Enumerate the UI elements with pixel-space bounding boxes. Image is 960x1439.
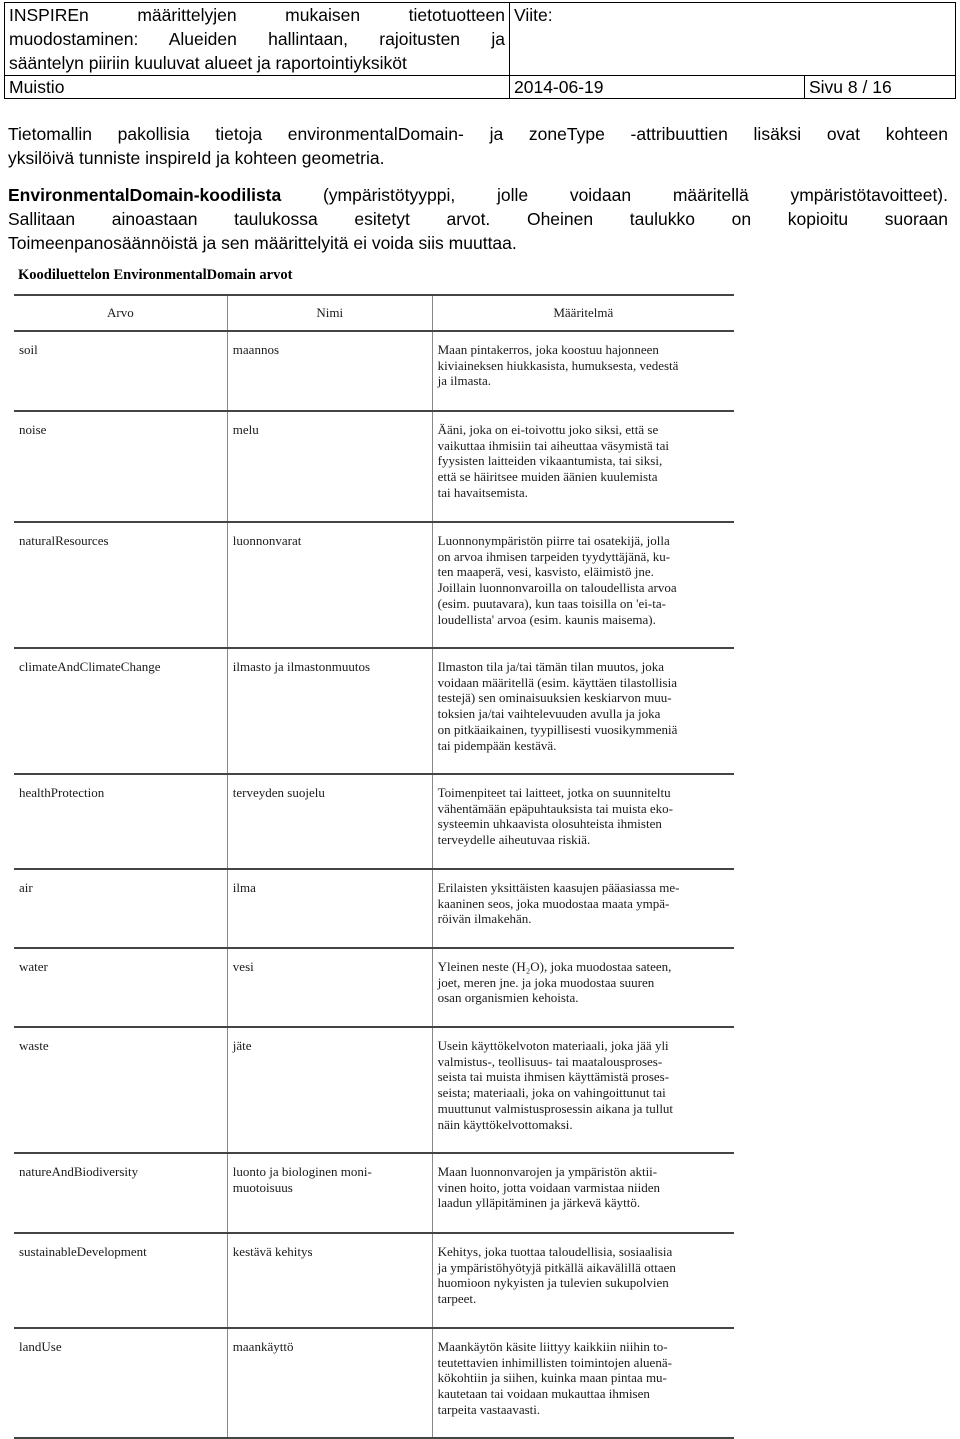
- definition-line: joet, meren jne. ja joka muodostaa suuren: [437, 974, 655, 990]
- cell-nimi: melu: [227, 411, 432, 522]
- table-row: [14, 331, 734, 411]
- definition-line: loudellista' arvoa (esim. kaunis maisema).: [437, 611, 656, 627]
- cell-nimi: maannos: [227, 331, 432, 411]
- column-header-maaritelma: Määritelmä: [432, 295, 734, 331]
- definition-line: Ääni, joka on ei-toivottu joko siksi, että se: [437, 422, 659, 437]
- definition-line: teutettavien inhimillisten toimintojen aluenä-: [437, 1354, 672, 1370]
- cell-maaritelma: [432, 869, 734, 948]
- cell-nimi: ilmasto ja ilmastonmuutos: [227, 648, 432, 774]
- definition-line: Maan luonnonvarojen ja ympäristön aktii-: [437, 1164, 658, 1179]
- definition-line: vähentämään epäpuhtauksista tai muista eko-: [437, 800, 673, 816]
- definition-line: ja ympäristöhyötyjä pitkällä aikavälillä ottaen: [437, 1259, 676, 1275]
- cell-arvo: sustainableDevelopment: [14, 1233, 227, 1328]
- paragraph-line: yksilöivä tunniste inspireId ja kohteen geometria.: [8, 148, 385, 168]
- definition-line: vinen hoito, jotta voidaan varmistaa niiden: [437, 1179, 661, 1195]
- definition-line: Toimenpiteet tai laitteet, jotka on suunniteltu: [437, 785, 671, 800]
- table-row: [14, 522, 734, 648]
- codelist-desc: (ympäristötyyppi, jolle voidaan määritellä ympäristötavoitteet).: [281, 185, 948, 205]
- table-body: [14, 331, 734, 1438]
- definition-line: tarpeita vastaavasti.: [437, 1401, 541, 1417]
- definition-line: ja ilmasta.: [437, 373, 492, 389]
- definition-line: Maankäytön käsite liittyy kaikkiin niihin to-: [437, 1339, 668, 1354]
- definition-line: Maan pintakerros, joka koostuu hajonneen: [437, 342, 659, 357]
- definition-line: huomioon nykyisten ja tulevien sukupolvien: [437, 1275, 669, 1291]
- cell-arvo: water: [14, 948, 227, 1027]
- definition-line: on arvoa ihmisen tarpeiden tyydyttäjänä, ku-: [437, 548, 671, 564]
- definition-line: Joillain luonnonvaroilla on taloudellista arvoa: [437, 580, 677, 596]
- cell-maaritelma: [432, 1153, 734, 1233]
- cell-maaritelma: [432, 648, 734, 774]
- table-row: [14, 774, 734, 869]
- cell-arvo: waste: [14, 1027, 227, 1153]
- paragraph-line: [8, 183, 948, 207]
- cell-arvo: naturalResources: [14, 522, 227, 648]
- document-title: [5, 3, 510, 76]
- definition-line: että se häiritsee muiden äänien kuulemista: [437, 469, 658, 485]
- page-number: Sivu 8 / 16: [805, 76, 956, 99]
- cell-maaritelma: [432, 1328, 734, 1438]
- definition-line: fyysisten laitteiden vikaantumista, tai siksi,: [437, 453, 663, 469]
- cell-arvo: healthProtection: [14, 774, 227, 869]
- cell-maaritelma: [432, 1027, 734, 1153]
- title-line: sääntelyn piiriin kuuluvat alueet ja raportointiyksiköt: [9, 53, 407, 73]
- definition-line: terveydelle aiheutuvaa riskiä.: [437, 832, 591, 848]
- definition-line: on pitkäaikainen, tyypillisesti vuosikymmeniä: [437, 721, 678, 737]
- cell-maaritelma: [432, 948, 734, 1027]
- cell-nimi: ilma: [227, 869, 432, 948]
- paragraph-1: [8, 122, 948, 170]
- definition-line: voidaan määritellä (esim. käyttäen tilastollisia: [437, 674, 677, 690]
- cell-arvo: noise: [14, 411, 227, 522]
- paragraph-line: Tietomallin pakollisia tietoja environmentalDomain- ja zoneType -attribuuttien lisäksi ovat kohteen: [8, 124, 948, 144]
- table-row: [14, 948, 734, 1027]
- definition-line: näin käyttökelvottomaksi.: [437, 1116, 573, 1132]
- definition-line: seista tai muista ihmisen käyttämistä proses-: [437, 1069, 670, 1085]
- cell-nimi: jäte: [227, 1027, 432, 1153]
- definition-line: seista; materiaali, joka on vahingoittunut tai: [437, 1085, 666, 1101]
- cell-nimi: vesi: [227, 948, 432, 1027]
- definition-line: kiviaineksen hiukkasista, humuksesta, vedestä: [437, 357, 679, 373]
- doc-date: 2014-06-19: [510, 76, 805, 99]
- cell-maaritelma: [432, 1233, 734, 1328]
- definition-line: kautetaan tai voidaan mukauttaa ihmisen: [437, 1386, 650, 1402]
- column-header-arvo: Arvo: [14, 295, 227, 331]
- definition-line: tai pidempään kestävä.: [437, 737, 557, 753]
- codelist-table: [14, 294, 734, 1439]
- cell-maaritelma: [432, 331, 734, 411]
- table-row: [14, 1027, 734, 1153]
- table-row: [14, 869, 734, 948]
- definition-line: Erilaisten yksittäisten kaasujen pääasiassa me-: [437, 880, 680, 895]
- definition-line: tarpeet.: [437, 1291, 477, 1307]
- cell-nimi: kestävä kehitys: [227, 1233, 432, 1328]
- cell-nimi: terveyden suojelu: [227, 774, 432, 869]
- table-row: [14, 1233, 734, 1328]
- table-row: [14, 411, 734, 522]
- cell-arvo: natureAndBiodiversity: [14, 1153, 227, 1233]
- paragraph-line: Sallitaan ainoastaan taulukossa esitetyt arvot. Oheinen taulukko on kopioitu suoraan: [8, 209, 948, 229]
- column-header-nimi: Nimi: [227, 295, 432, 331]
- table-row: [14, 1153, 734, 1233]
- definition-line: valmistus-, teollisuus- tai maatalousproses-: [437, 1053, 663, 1069]
- definition-line: kökohtiin ja siihen, kuinka maan pintaa mu-: [437, 1370, 667, 1386]
- definition-line: (esim. puutavara), kun taas toisilla on 'ei-ta-: [437, 595, 666, 611]
- cell-maaritelma: [432, 411, 734, 522]
- table-row: [14, 1328, 734, 1438]
- cell-arvo: landUse: [14, 1328, 227, 1438]
- definition-line: osan organismien kehoista.: [437, 990, 579, 1006]
- definition-line: tai havaitsemista.: [437, 484, 528, 500]
- codelist-name: EnvironmentalDomain-koodilista: [8, 185, 282, 205]
- definition-line: testejä) sen ominaisuuksien keskiarvon muu-: [437, 690, 672, 706]
- cell-nimi: luonto ja biologinen moni-muotoisuus: [227, 1153, 432, 1233]
- paragraph-2: [8, 183, 948, 255]
- cell-arvo: air: [14, 869, 227, 948]
- document-header: [4, 2, 956, 99]
- definition-line: Luonnonympäristön piirre tai osatekijä, jolla: [437, 533, 670, 548]
- definition-line: Kehitys, joka tuottaa taloudellisia, sosiaalisia: [437, 1244, 673, 1259]
- reference-cell: [510, 3, 956, 76]
- definition-line: röivän ilmakehän.: [437, 911, 532, 927]
- definition-line: Usein käyttökelvoton materiaali, joka jää yli: [437, 1038, 669, 1053]
- definition-line: ten maaperä, vesi, kasvisto, eläimistö jne.: [437, 564, 654, 580]
- title-line: muodostaminen: Alueiden hallintaan, rajoitusten ja: [9, 29, 505, 49]
- definition-line: muuttunut valmistusprosessin aikana ja tullut: [437, 1100, 674, 1116]
- doc-type: Muistio: [5, 76, 510, 99]
- cell-maaritelma: [432, 522, 734, 648]
- cell-nimi: maankäyttö: [227, 1328, 432, 1438]
- definition-line: Ilmaston tila ja/tai tämän tilan muutos, joka: [437, 659, 664, 674]
- table-title: Koodiluettelon EnvironmentalDomain arvot: [18, 267, 293, 283]
- definition-line: vaikuttaa ihmisiin tai aiheuttaa väsymistä tai: [437, 437, 670, 453]
- title-line: INSPIREn määrittelyjen mukaisen tietotuotteen: [9, 5, 505, 25]
- definition-line: laadun ylläpitäminen ja järkevä käyttö.: [437, 1195, 641, 1211]
- definition-line: toksien ja/tai vaihtelevuuden avulla ja joka: [437, 706, 661, 722]
- reference-label: Viite:: [514, 5, 553, 25]
- table-row: [14, 648, 734, 774]
- table-header-row: [14, 295, 734, 331]
- cell-maaritelma: [432, 774, 734, 869]
- cell-arvo: soil: [14, 331, 227, 411]
- paragraph-line: Toimeenpanosäännöistä ja sen määrittelyitä ei voida siis muuttaa.: [8, 233, 517, 253]
- cell-arvo: climateAndClimateChange: [14, 648, 227, 774]
- definition-line: Yleinen neste (H₂O), joka muodostaa sateen,: [437, 959, 672, 974]
- definition-line: systeemin uhkaavista olosuhteista ihmisten: [437, 816, 662, 832]
- cell-nimi: luonnonvarat: [227, 522, 432, 648]
- definition-line: kaaninen seos, joka muodostaa maata ympä-: [437, 895, 670, 911]
